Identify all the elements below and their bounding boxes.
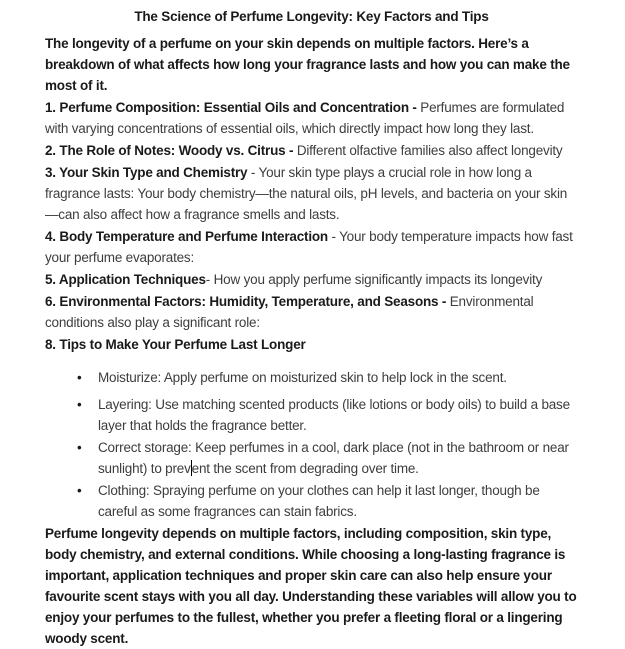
section-2-body: Different olfactive families also affect longevity — [296, 143, 563, 158]
bullet-icon: • — [77, 397, 82, 412]
section-1-heading: 1. Perfume Composition: Essential Oils and Concentration - — [45, 100, 421, 115]
section-3-paragraph — [45, 162, 578, 225]
section-4-paragraph — [45, 226, 578, 268]
section-6-heading: 6. Environmental Factors: Humidity, Temperature, and Seasons - — [45, 294, 450, 309]
section-2-heading: 2. The Role of Notes: Woody vs. Citrus - — [45, 143, 297, 158]
section-1-paragraph — [45, 97, 578, 139]
list-item-clothing — [45, 480, 578, 522]
section-3-heading: 3. Your Skin Type and Chemistry — [45, 165, 248, 180]
section-1-body: Perfumes are formulated with varying concentrations of essential oils, which directly impact how long they last. — [45, 100, 565, 136]
tips-list — [45, 367, 578, 522]
section-5-body: - How you apply perfume significantly impacts its longevity — [205, 272, 543, 287]
tip-text: Moisturize: Apply perfume on moisturized skin to help lock in the scent. — [98, 370, 507, 385]
tip-text: Clothing: Spraying perfume on your clothes can help it last longer, though be careful as some fragrances can stain fabrics. — [98, 483, 540, 519]
tip-text-before-caret: Correct storage: Keep perfumes in a cool, dark place (not in the bathroom or near sunlight) to prev — [98, 440, 569, 476]
tip-text — [98, 440, 569, 476]
list-item-layering — [45, 394, 578, 436]
bullet-icon: • — [77, 370, 82, 385]
section-5-paragraph — [45, 269, 578, 290]
tip-text-after-caret: ent the scent from degrading over time. — [191, 461, 419, 476]
section-6-body: Environmental conditions also play a significant role: — [45, 294, 534, 330]
section-6-paragraph — [45, 291, 578, 333]
tip-text: Layering: Use matching scented products (like lotions or body oils) to build a base layer that holds the fragrance better. — [98, 397, 570, 433]
section-3-body: - Your skin type plays a crucial role in how long a fragrance lasts: Your body chemistry—the natural oils, pH levels, and bacteria on your skin—can also affect how a fragrance smells and lasts. — [45, 165, 568, 222]
bullet-icon: • — [77, 483, 82, 498]
list-item-moisturize — [45, 367, 578, 388]
tips-heading: 8. Tips to Make Your Perfume Last Longer — [45, 337, 306, 352]
section-4-body: - Your body temperature impacts how fast your perfume evaporates: — [45, 229, 573, 265]
section-5-heading: 5. Application Techniques — [45, 272, 206, 287]
list-item-correct-storage — [45, 437, 578, 479]
bullet-icon: • — [77, 440, 82, 455]
document-title: The Science of Perfume Longevity: Key Factors and Tips — [134, 9, 489, 24]
intro-paragraph: The longevity of a perfume on your skin depends on multiple factors. Here’s a breakdown of what affects how long your fragrance lasts and how you can make the most of it. — [45, 36, 570, 93]
section-2-paragraph — [45, 140, 578, 161]
closing-paragraph: Perfume longevity depends on multiple factors, including composition, skin type, body chemistry, and external conditions. While choosing a long-lasting fragrance is important, application techniques and proper skin care can also help ensure your favourite scent stays with you all day. Understanding these variables will allow you to enjoy your perfumes to the fullest, whether you prefer a fleeting floral or a lingering woody scent. — [45, 526, 577, 646]
section-4-heading: 4. Body Temperature and Perfume Interaction — [45, 229, 328, 244]
